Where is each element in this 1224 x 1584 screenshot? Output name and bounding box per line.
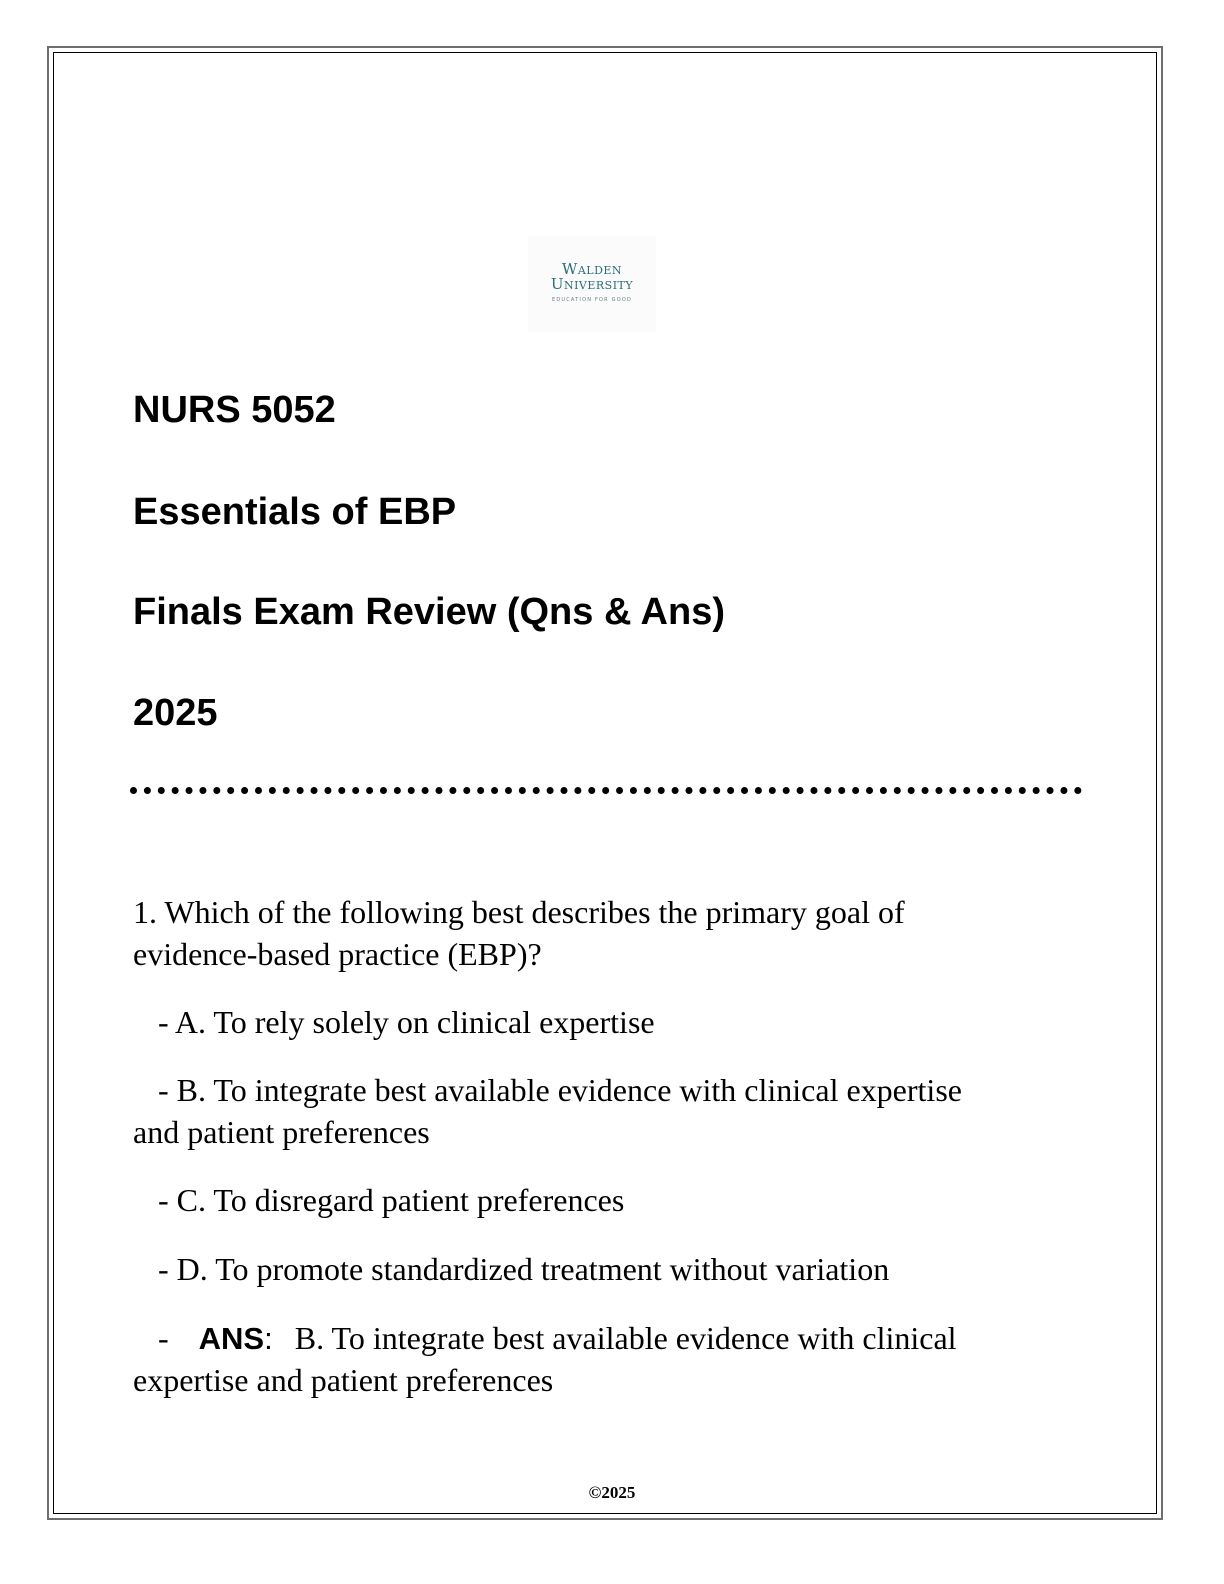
course-code-heading: NURS 5052 xyxy=(133,389,336,431)
answer-colon: : xyxy=(264,1321,273,1356)
year-heading: 2025 xyxy=(133,692,218,734)
option-b-line-1: - B. To integrate best available evidence with clinical expertise xyxy=(158,1072,962,1108)
exam-title-heading: Finals Exam Review (Qns & Ans) xyxy=(133,591,725,633)
answer-text-line-2: expertise and patient preferences xyxy=(133,1362,554,1398)
question-stem-line-1: 1. Which of the following best describes the primary goal of xyxy=(133,894,905,930)
logo-line-walden: Walden xyxy=(561,260,623,278)
logo-line-university: University xyxy=(550,275,634,293)
option-d: - D. To promote standardized treatment without variation xyxy=(158,1251,890,1287)
logo-tagline: EDUCATION FOR GOOD xyxy=(551,297,633,303)
dotted-divider xyxy=(130,787,1082,794)
answer-label: ANS xyxy=(198,1321,265,1356)
answer-line-1 xyxy=(158,1317,957,1360)
option-b-line-2: and patient preferences xyxy=(133,1114,430,1150)
option-c: - C. To disregard patient preferences xyxy=(158,1182,625,1218)
copyright-footer: ©2025 xyxy=(588,1483,636,1502)
question-stem-line-2: evidence-based practice (EBP)? xyxy=(133,936,542,972)
walden-university-logo xyxy=(528,236,656,332)
answer-text-line-1: B. To integrate best available evidence with clinical xyxy=(294,1320,957,1356)
answer-dash: - xyxy=(158,1320,169,1356)
subject-heading: Essentials of EBP xyxy=(133,491,457,533)
option-a: - A. To rely solely on clinical expertise xyxy=(158,1004,655,1040)
